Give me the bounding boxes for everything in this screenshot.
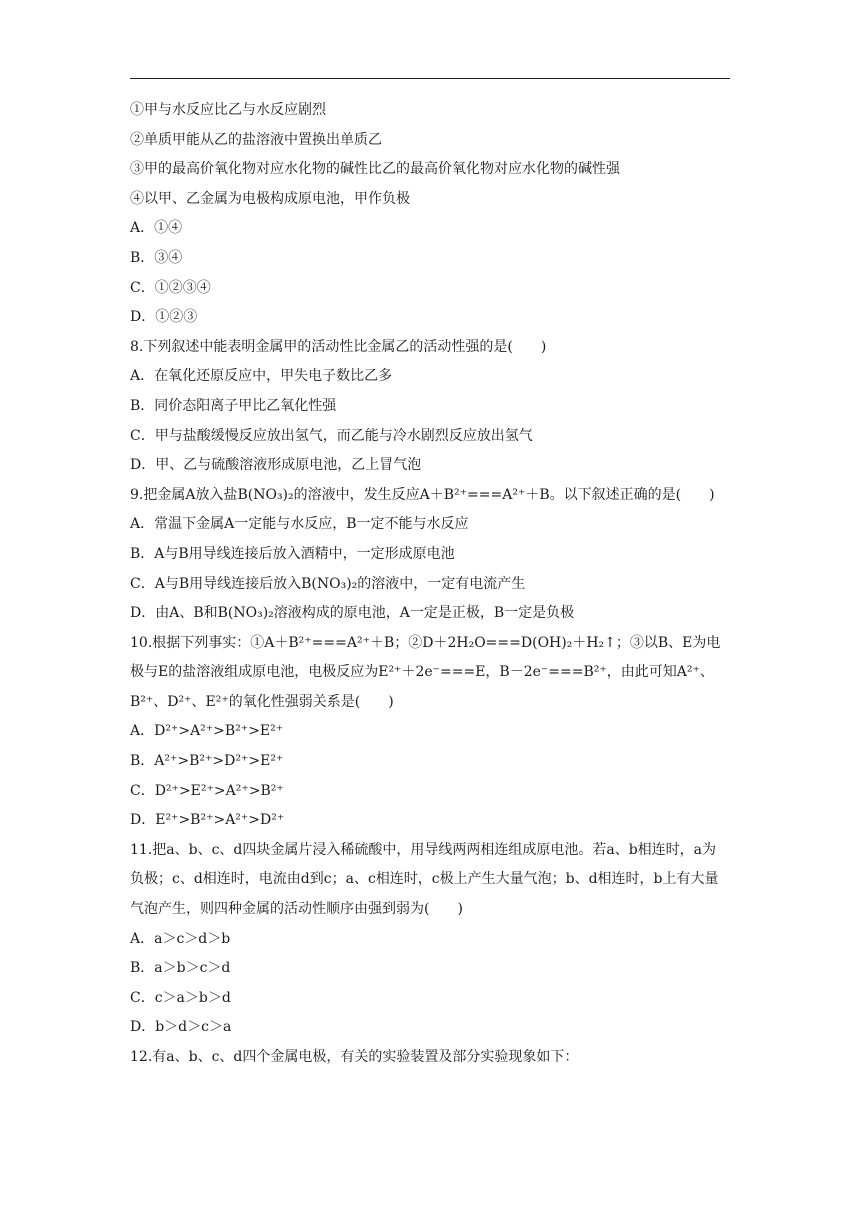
q9-option-b: B．A与B用导线连接后放入酒精中，一定形成原电池: [130, 545, 455, 562]
q8-stem: 8.下列叙述中能表明金属甲的活动性比金属乙的活动性强的是( ): [130, 338, 547, 355]
q7-option-a: A．①④: [130, 220, 183, 237]
q7-option-d: D．①②③: [130, 309, 198, 326]
q11-option-b: B．a＞b＞c＞d: [130, 960, 231, 977]
statement-1: ①甲与水反应比乙与水反应剧烈: [130, 102, 326, 118]
q9-stem: 9.把金属A放入盐B(NO₃)₂的溶液中，发生反应A＋B²⁺===A²⁺＋B。以下叙述正确的是( ): [130, 486, 715, 503]
q10-stem: 10.根据下列事实：①A＋B²⁺===A²⁺＋B；②D＋2H₂O===D(OH)₂＋H₂↑；③以B、E为电极与E的盐溶液组成原电池，电极反应为E²⁺＋2e⁻===E，B－2e⁻===B²⁺，由此可知A²⁺、B²⁺、D²⁺、E²⁺的氧化性强弱关系是( ): [130, 634, 721, 710]
header-rule: [130, 78, 730, 79]
q7-option-b: B．③④: [130, 249, 183, 266]
q8-option-b: B．同价态阳离子甲比乙氧化性强: [130, 397, 337, 414]
q10-option-d: D．E²⁺>B²⁺>A²⁺>D²⁺: [130, 812, 285, 829]
q7-option-c: C．①②③④: [130, 279, 211, 296]
statement-2: ②单质甲能从乙的盐溶液中置换出单质乙: [130, 131, 382, 148]
q8-option-a: A．在氧化还原反应中，甲失电子数比乙多: [130, 368, 393, 385]
q11-option-c: C．c＞a＞b＞d: [130, 989, 231, 1006]
q8-option-d: D．甲、乙与硫酸溶液形成原电池，乙上冒气泡: [130, 457, 422, 474]
q9-option-a: A．常温下金属A一定能与水反应，B一定不能与水反应: [130, 516, 469, 533]
q11-stem: 11.把a、b、c、d四块金属片浸入稀硫酸中，用导线两两相连组成原电池。若a、b相连时，a为负极；c、d相连时，电流由d到c；a、c相连时，c极上产生大量气泡；b、d相连时，b上有大量气泡产生，则四种金属的活动性顺序由强到弱为( ): [130, 841, 719, 918]
document-body: [130, 96, 730, 1073]
q10-option-a: A．D²⁺>A²⁺>B²⁺>E²⁺: [130, 723, 284, 740]
q8-option-c: C．甲与盐酸缓慢反应放出氢气，而乙能与冷水剧烈反应放出氢气: [130, 427, 533, 444]
q11-option-d: D．b＞d＞c＞a: [130, 1019, 232, 1036]
q11-option-a: A．a＞c＞d＞b: [130, 930, 231, 947]
q9-option-c: C．A与B用导线连接后放入B(NO₃)₂的溶液中，一定有电流产生: [130, 575, 526, 592]
q10-option-c: C．D²⁺>E²⁺>A²⁺>B²⁺: [130, 782, 284, 799]
q10-option-b: B．A²⁺>B²⁺>D²⁺>E²⁺: [130, 753, 284, 770]
statement-3: ③甲的最高价氧化物对应水化物的碱性比乙的最高价氧化物对应水化物的碱性强: [130, 161, 620, 178]
statement-4: ④以甲、乙金属为电极构成原电池，甲作负极: [130, 190, 410, 207]
q9-option-d: D．由A、B和B(NO₃)₂溶液构成的原电池，A一定是正极，B一定是负极: [130, 605, 575, 622]
q12-stem: 12.有a、b、c、d四个金属电极，有关的实验装置及部分实验现象如下：: [130, 1049, 579, 1065]
